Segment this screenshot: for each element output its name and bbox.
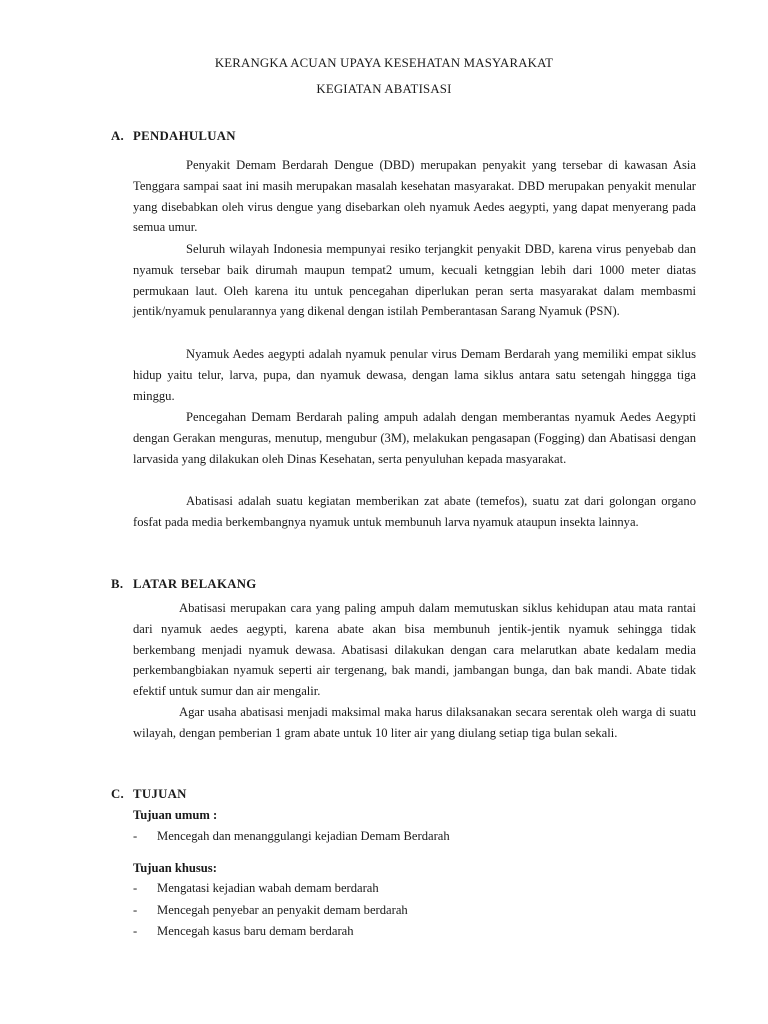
paragraph: Abatisasi merupakan cara yang paling ampuh dalam memutuskan siklus kehidupan atau mata rantai dari nyamuk aedes aegypti, karena abate akan bisa membunuh jentik-jentik nyamuk sehingga tidak berkembang menjadi nyamuk dewasa. Abatisasi dilakukan dengan cara melarutkan abate kedalam media perkembangbiakan nyamuk seperti air tergenang, bak mandi, jambangan bunga, dan bak mandi. Abate tidak efektif untuk sumur dan air mengalir. xyxy=(133,601,696,699)
paragraph: Penyakit Demam Berdarah Dengue (DBD) merupakan penyakit yang tersebar di kawasan Asia Tenggara sampai saat ini masih merupakan masalah kesehatan masyarakat. DBD merupakan penyakit menular yang disebabkan oleh virus dengue yang disebarkan oleh nyamuk Aedes aegypti, yang dapat menyerang pada semua umur. xyxy=(133,158,696,235)
paragraph: Abatisasi adalah suatu kegiatan memberikan zat abate (temefos), suatu zat dari golongan organo fosfat pada media berkembangnya nyamuk untuk membunuh larva nyamuk ataupun insekta lainnya. xyxy=(133,494,696,529)
section-title: TUJUAN xyxy=(133,787,187,801)
paragraph: Seluruh wilayah Indonesia mempunyai resiko terjangkit penyakit DBD, karena virus penyebab dan nyamuk tersebar baik dirumah maupun tempat2 umum, kecuali ketnggian lebih dari 1000 meter diatas permukaan laut. Oleh karena itu untuk pencegahan diperlukan peran serta masyarakat dalam membasmi jentik/nyamuk penularannya yang dikenal dengan istilah Pemberantasan Sarang Nyamuk (PSN). xyxy=(133,242,696,319)
subheading-tujuan-umum: Tujuan umum : xyxy=(133,808,218,822)
section-heading-c xyxy=(111,787,187,802)
subheading-tujuan-khusus: Tujuan khusus: xyxy=(133,861,217,875)
section-number: C. xyxy=(111,787,125,801)
paragraph: Pencegahan Demam Berdarah paling ampuh adalah dengan memberantas nyamuk Aedes Aegypti dengan Gerakan menguras, menutup, mengubur (3M), melakukan pengasapan (Fogging) dan Abatisasi dengan larvasida yang dilakukan oleh Dinas Kesehatan, serta penyuluhan kepada masyarakat. xyxy=(133,410,696,466)
section-number: B. xyxy=(111,577,124,591)
list-item: - Mencegah dan menanggulangi kejadian Demam Berdarah xyxy=(133,829,450,843)
paragraph: Nyamuk Aedes aegypti adalah nyamuk penular virus Demam Berdarah yang memiliki empat siklus hidup yaitu telur, larva, pupa, dan nyamuk dewasa, dengan lama siklus antara satu setengah hinggga tiga minggu. xyxy=(133,347,696,403)
section-title: PENDAHULUAN xyxy=(133,129,236,143)
document-subtitle: KEGIATAN ABATISASI xyxy=(316,82,452,96)
paragraph: Agar usaha abatisasi menjadi maksimal maka harus dilaksanakan secara serentak oleh warga di suatu wilayah, dengan pemberian 1 gram abate untuk 10 liter air yang diulang setiap tiga bulan sekali. xyxy=(133,705,696,740)
section-title: LATAR BELAKANG xyxy=(133,577,257,591)
document-title: KERANGKA ACUAN UPAYA KESEHATAN MASYARAKAT xyxy=(214,56,554,70)
list-item: - Mengatasi kejadian wabah demam berdarah xyxy=(133,881,379,895)
section-heading-b xyxy=(111,577,257,592)
list-item: - Mencegah kasus baru demam berdarah xyxy=(133,924,354,938)
list-item: - Mencegah penyebar an penyakit demam berdarah xyxy=(133,903,408,917)
section-heading-a xyxy=(111,129,236,144)
section-number: A. xyxy=(111,129,125,143)
